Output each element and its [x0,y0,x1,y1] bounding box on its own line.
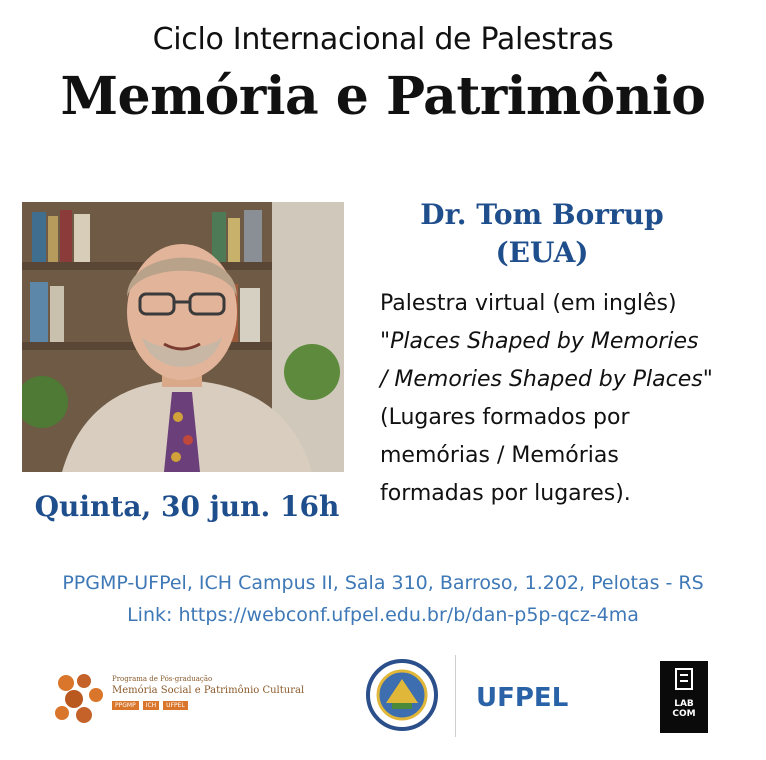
speaker-name-block [382,196,702,272]
event-link[interactable]: Link: https://webconf.ufpel.edu.br/b/dan-p5p-qcz-4ma [127,604,639,626]
speaker-name: Dr. Tom Borrup [420,198,664,231]
lecture-title-en-2: / Memories Shaped by Places" [380,367,713,392]
lecture-title-pt-1: (Lugares formados por [380,405,630,430]
labcom-line-1: LAB [674,699,694,709]
speaker-photo [22,202,344,472]
lecture-title-pt-3: formadas por lugares). [380,481,631,506]
logo-divider [455,655,456,737]
labcom-emblem-icon [660,661,708,697]
ppgmp-emblem-icon [52,669,108,729]
lecture-title-pt-2: memórias / Memórias [380,443,619,468]
ppgmp-program-name: Memória Social e Patrimônio Cultural [112,685,305,696]
lecture-description [380,285,760,513]
logos-row [0,655,766,745]
labcom-logo [660,661,708,733]
event-title: Memória e Patrimônio [60,66,706,127]
ppgmp-logo [52,669,332,729]
event-address: PPGMP-UFPel, ICH Campus II, Sala 310, Barroso, 1.202, Pelotas - RS [62,572,704,594]
labcom-line-2: COM [672,709,696,719]
ufpel-tag: UFPEL [163,701,188,710]
ufpel-seal-icon [366,659,438,731]
ich-tag: ICH [143,701,159,710]
ppgmp-program-label: Programa de Pós-graduação [112,675,213,683]
event-date: Quinta, 30 jun. 16h [34,490,340,523]
ufpel-wordmark: UFPEL [476,683,569,713]
lecture-line-1: Palestra virtual (em inglês) [380,291,677,316]
speaker-country: (EUA) [495,236,589,269]
ppgmp-tag: PPGMP [112,701,139,710]
lecture-title-en-1: "Places Shaped by Memories [380,329,699,354]
event-series-subtitle: Ciclo Internacional de Palestras [152,22,614,57]
